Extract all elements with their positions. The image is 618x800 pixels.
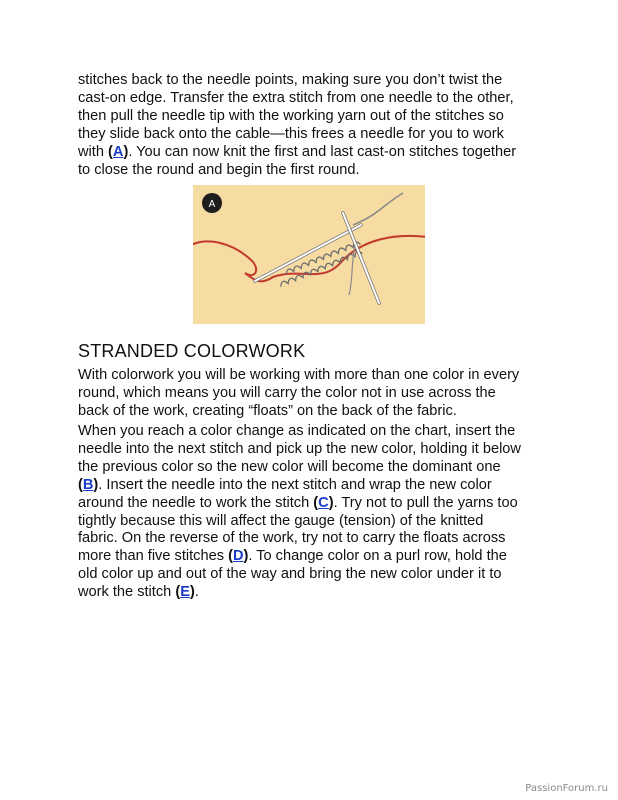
text-fragment: . You can now knit the first and last cast-on stitches together: [128, 143, 517, 160]
text-line: [78, 548, 548, 566]
section-heading: STRANDED COLORWORK: [78, 341, 306, 361]
figure-link-b[interactable]: B: [82, 476, 94, 493]
figure-ref-b[interactable]: (B): [78, 476, 99, 493]
text-line: [78, 584, 548, 602]
text-line: fabric. On the reverse of the work, try not to carry the floats across: [78, 530, 506, 547]
text-fragment: with: [78, 143, 109, 160]
intro-paragraph: [78, 72, 548, 179]
watermark: PassionForum.ru: [525, 783, 608, 794]
text-line: then pull the needle tip with the working yarn out of the stitches so: [78, 107, 504, 124]
yarn-strand: [245, 236, 425, 281]
text-line: back of the work, creating “floats” on the back of the fabric.: [78, 402, 457, 419]
knitting-needles-illustration: [193, 185, 425, 324]
figure-link-a[interactable]: A: [112, 143, 124, 160]
text-fragment: . Try not to pull the yarns too: [333, 494, 518, 511]
text-line: old color up and out of the way and bring the new color under it to: [78, 566, 502, 583]
text-line: [78, 495, 548, 513]
text-line: [78, 144, 548, 162]
text-line: they slide back onto the cable—this frees a needle for you to work: [78, 125, 504, 142]
figure-a-illustration: [193, 185, 425, 324]
figure-link-d[interactable]: D: [232, 548, 244, 565]
text-fragment: .: [194, 584, 199, 601]
text-fragment: more than five stitches: [78, 548, 229, 565]
text-line: With colorwork you will be working with more than one color in every: [78, 367, 520, 383]
text-fragment: . Insert the needle into the next stitch and wrap the new color: [98, 476, 492, 493]
figure-ref-a[interactable]: (A): [108, 143, 129, 160]
text-fragment: work the stitch: [78, 584, 176, 601]
figure-ref-e[interactable]: (E): [175, 584, 195, 601]
figure-link-e[interactable]: E: [180, 584, 190, 601]
figure-link-c[interactable]: C: [318, 494, 329, 511]
figure-badge-label: A: [208, 199, 216, 210]
yarn-strand: [193, 241, 256, 275]
figure-ref-c[interactable]: (C): [313, 494, 334, 511]
cable: [353, 193, 403, 225]
text-fragment: . To change color on a purl row, hold the: [248, 548, 507, 565]
text-line: round, which means you will carry the color not in use across the: [78, 384, 496, 401]
text-line: [78, 477, 548, 495]
colorwork-paragraph-2: [78, 423, 548, 602]
text-line: needle into the next stitch and pick up the new color, holding it below: [78, 440, 521, 457]
text-line: to close the round and begin the first round.: [78, 161, 360, 178]
text-line: stitches back to the needle points, making sure you don’t twist the: [78, 72, 503, 88]
text-fragment: around the needle to work the stitch: [78, 494, 314, 511]
text-line: tightly because this will affect the gauge (tension) of the knitted: [78, 512, 484, 529]
figure-ref-d[interactable]: (D): [228, 548, 249, 565]
text-line: cast-on edge. Transfer the extra stitch from one needle to the other,: [78, 89, 514, 106]
text-line: the previous color so the new color will become the dominant one: [78, 458, 501, 475]
text-line: When you reach a color change as indicated on the chart, insert the: [78, 423, 516, 439]
colorwork-paragraph-1: [78, 367, 548, 421]
